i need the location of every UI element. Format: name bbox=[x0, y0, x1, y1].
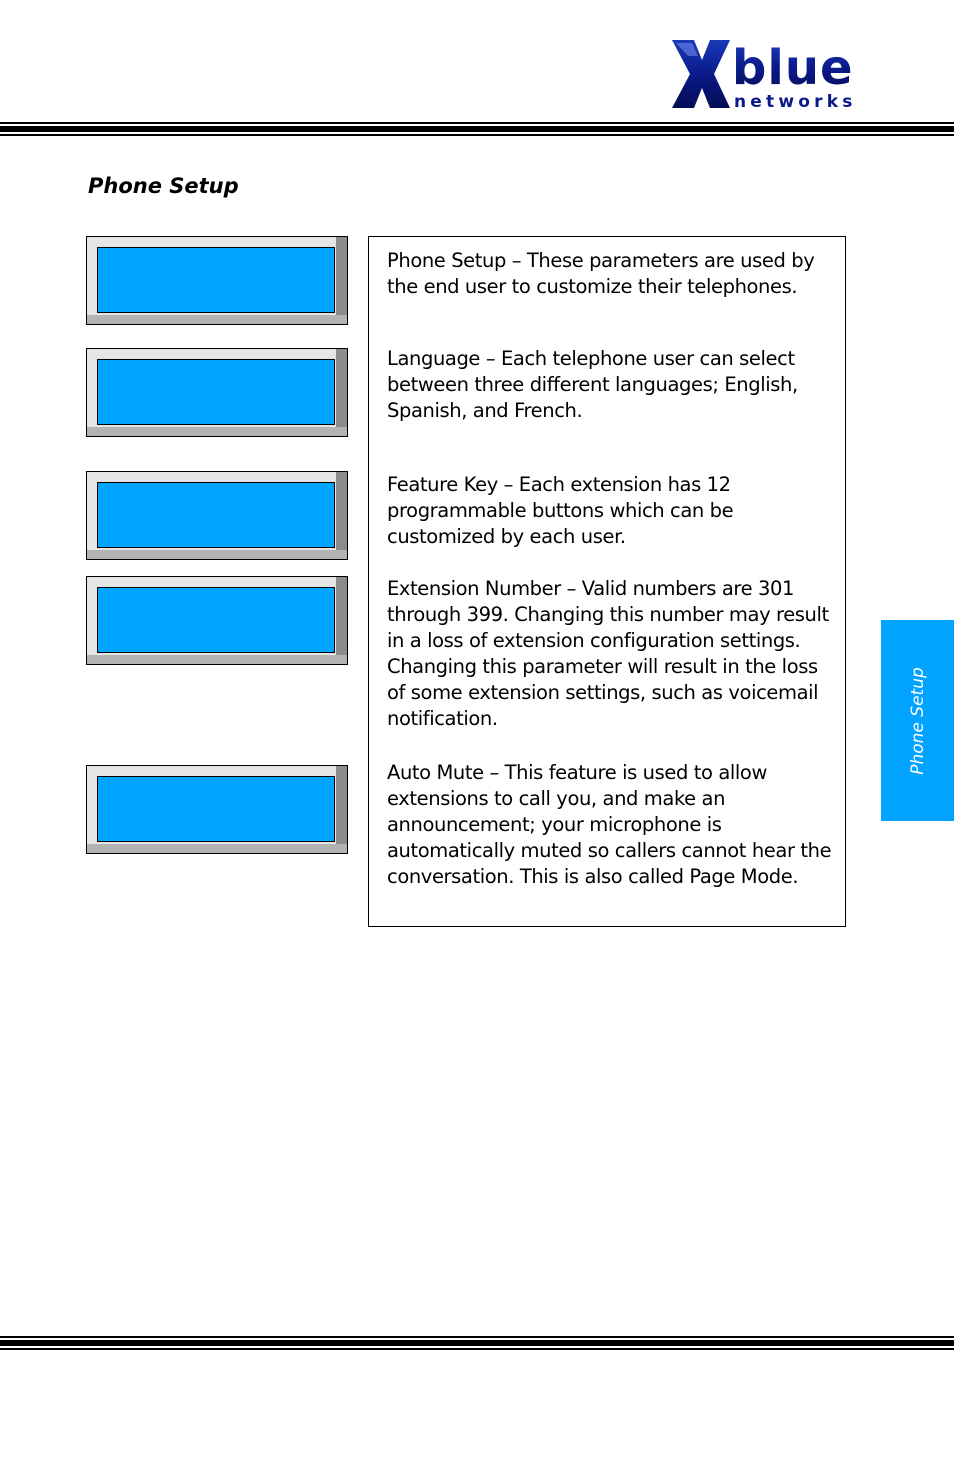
svg-text:networks: networks bbox=[734, 92, 857, 112]
page-title: Phone Setup bbox=[88, 174, 239, 198]
extension-number-description: Extension Number – Valid numbers are 301 through 399. Changing this number may result in a loss of extension configuration settings. Changing this parameter will result in the loss of some extension settings, such as voicemail notification. bbox=[387, 577, 829, 730]
extension-number-display bbox=[86, 576, 348, 665]
lcd-screen bbox=[97, 482, 335, 548]
description-box bbox=[368, 236, 846, 927]
language-display bbox=[86, 348, 348, 437]
lcd-screen bbox=[97, 776, 335, 842]
header-rule bbox=[0, 122, 954, 136]
footer-rule bbox=[0, 1336, 954, 1350]
lcd-screen bbox=[97, 587, 335, 653]
side-tab bbox=[881, 620, 954, 821]
auto-mute-description: Auto Mute – This feature is used to allow extensions to call you, and make an announcement; your microphone is automatically muted so callers cannot hear the conversation. This is also called Page Mode. bbox=[387, 761, 832, 888]
svg-text:blue: blue bbox=[732, 40, 854, 96]
feature-key-description: Feature Key – Each extension has 12 programmable buttons which can be customized by each user. bbox=[387, 473, 734, 548]
phone-setup-description: Phone Setup – These parameters are used by the end user to customize their telephones. bbox=[387, 249, 815, 298]
xblue-networks-logo bbox=[668, 36, 872, 112]
side-tab-label: Phone Setup bbox=[907, 666, 928, 775]
lcd-screen bbox=[97, 359, 335, 425]
feature-key-display bbox=[86, 471, 348, 560]
auto-mute-display bbox=[86, 765, 348, 854]
language-description: Language – Each telephone user can select between three different languages; English, Spanish, and French. bbox=[387, 347, 798, 422]
phone-setup-display bbox=[86, 236, 348, 325]
lcd-screen bbox=[97, 247, 335, 313]
